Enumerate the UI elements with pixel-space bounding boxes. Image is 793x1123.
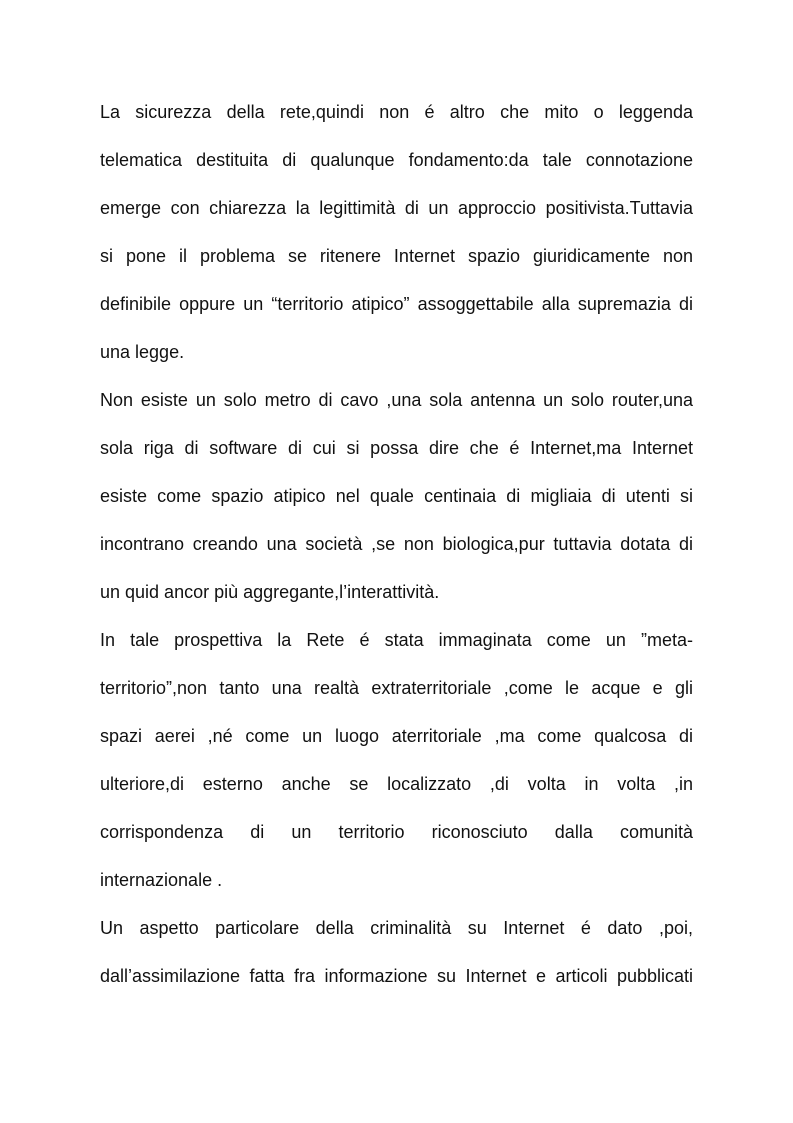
text-line: telematica destituita di qualunque fondamento:da tale connotazione <box>100 150 693 170</box>
text-line: sola riga di software di cui si possa dire che é Internet,ma Internet <box>100 438 693 458</box>
text-line: un quid ancor più aggregante,l’interattività. <box>100 582 440 602</box>
text-line: spazi aerei ,né come un luogo aterritoriale ,ma come qualcosa di <box>100 726 693 746</box>
text-line: emerge con chiarezza la legittimità di un approccio positivista.Tuttavia <box>100 198 693 218</box>
text-line: In tale prospettiva la Rete é stata immaginata come un ”meta- <box>100 630 693 650</box>
text-line: Un aspetto particolare della criminalità su Internet é dato ,poi, <box>100 918 693 938</box>
text-line: definibile oppure un “territorio atipico” assoggettabile alla supremazia di <box>100 294 693 314</box>
text-line: si pone il problema se ritenere Internet spazio giuridicamente non <box>100 246 693 266</box>
text-line: internazionale . <box>100 870 223 890</box>
text-line: ulteriore,di esterno anche se localizzato ,di volta in volta ,in <box>100 774 693 794</box>
body-text <box>100 88 693 1000</box>
text-line: corrispondenza di un territorio riconosciuto dalla comunità <box>100 822 693 842</box>
text-line: dall’assimilazione fatta fra informazione su Internet e articoli pubblicati <box>100 966 693 986</box>
text-line: La sicurezza della rete,quindi non é altro che mito o leggenda <box>100 102 693 122</box>
text-line: Non esiste un solo metro di cavo ,una sola antenna un solo router,una <box>100 390 693 410</box>
text-line: territorio”,non tanto una realtà extraterritoriale ,come le acque e gli <box>100 678 693 698</box>
text-line: incontrano creando una società ,se non biologica,pur tuttavia dotata di <box>100 534 693 554</box>
text-line: una legge. <box>100 342 185 362</box>
text-line: esiste come spazio atipico nel quale centinaia di migliaia di utenti si <box>100 486 693 506</box>
